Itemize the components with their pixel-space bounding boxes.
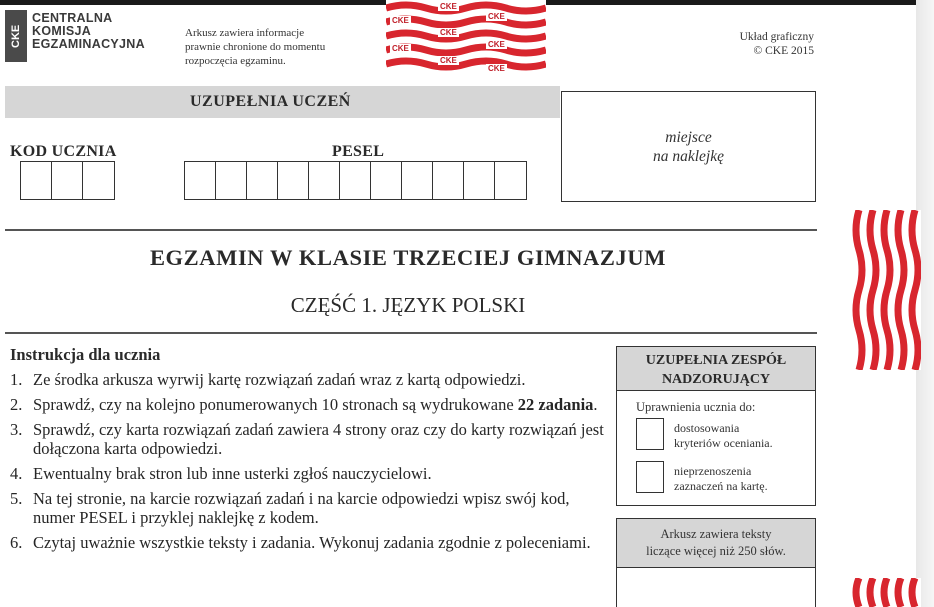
instruction-item — [10, 370, 610, 389]
code-digit-box[interactable] — [21, 162, 52, 199]
org-line: CENTRALNA — [32, 11, 113, 25]
instruction-item — [10, 395, 610, 414]
pesel-label: PESEL — [332, 143, 385, 160]
notice-line: rozpoczęcia egzaminu. — [185, 55, 286, 67]
instructions-list — [10, 370, 610, 558]
word-note-line: Arkusz zawiera teksty — [660, 527, 772, 541]
instruction-text: Na tej stronie, na karcie rozwiązań zadań i na karcie odpowiedzi wpisz swój kod, numer PESEL i przyklej naklejkę z kodem. — [33, 489, 570, 527]
instruction-text: Czytaj uważnie wszystkie teksty i zadania. Wykonuj zadania zgodnie z poleceniami. — [33, 533, 591, 552]
instruction-item — [10, 464, 610, 483]
student-fill-title: UZUPEŁNIA UCZEŃ — [190, 93, 351, 110]
divider-rule — [5, 332, 817, 334]
proctor-title-line: NADZORUJĄCY — [661, 372, 771, 387]
pesel-digit-box[interactable] — [495, 162, 526, 199]
adapted-criteria-label — [674, 421, 773, 451]
pesel-digit-box[interactable] — [185, 162, 216, 199]
pesel-digit-box[interactable] — [371, 162, 402, 199]
hologram-label: CKE — [488, 12, 505, 21]
lower-empty-box — [616, 567, 816, 607]
pesel-digit-box[interactable] — [216, 162, 247, 199]
instruction-number: 4. — [10, 464, 23, 483]
code-digit-box[interactable] — [83, 162, 114, 199]
hologram-label: CKE — [392, 44, 409, 53]
student-code-label: KOD UCZNIA — [10, 143, 117, 160]
security-hologram-right — [851, 210, 921, 370]
word-count-note — [616, 518, 816, 568]
hologram-label: CKE — [440, 28, 457, 37]
layout-line: © CKE 2015 — [753, 45, 814, 57]
instruction-item — [10, 489, 610, 527]
hologram-labels-top — [386, 0, 546, 74]
organization-name — [32, 12, 145, 51]
instruction-text: Ze środka arkusza wyrwij kartę rozwiązań zadań wraz z kartą odpowiedzi. — [33, 370, 526, 389]
instruction-text: Sprawdź, czy karta rozwiązań zadań zawiera 4 strony oraz czy do karty rozwiązań jest dołączona karta odpowiedzi. — [33, 420, 604, 458]
option-line: kryteriów oceniania. — [674, 436, 773, 450]
pesel-digit-box[interactable] — [402, 162, 433, 199]
proctor-title-line: UZUPEŁNIA ZESPÓŁ — [645, 353, 787, 368]
no-transfer-checkbox[interactable] — [636, 461, 664, 493]
hologram-label: CKE — [488, 64, 505, 73]
notice-line: prawnie chronione do momentu — [185, 41, 326, 53]
confidential-notice — [185, 26, 325, 68]
exam-part-title: CZĘŚĆ 1. JĘZYK POLSKI — [290, 293, 526, 317]
org-line: KOMISJA — [32, 24, 92, 38]
pesel-digit-box[interactable] — [278, 162, 309, 199]
instruction-tail: . — [593, 395, 598, 414]
option-line: nieprzenoszenia — [674, 464, 752, 478]
instructions-heading: Instrukcja dla ucznia — [10, 345, 161, 364]
notice-line: Arkusz zawiera informacje — [185, 27, 305, 39]
divider-rule — [5, 229, 817, 231]
instruction-number: 1. — [10, 370, 23, 389]
student-code-boxes[interactable] — [20, 161, 115, 200]
option-line: zaznaczeń na kartę. — [674, 479, 768, 493]
pesel-digit-box[interactable] — [340, 162, 371, 199]
proctor-panel-title — [617, 347, 815, 391]
org-line: EGZAMINACYJNA — [32, 37, 145, 51]
instruction-item — [10, 420, 610, 458]
sticker-line: miejsce — [665, 129, 712, 146]
word-note-line: liczące więcej niż 250 słów. — [646, 544, 786, 558]
pesel-digit-box[interactable] — [464, 162, 495, 199]
layout-copyright — [740, 30, 814, 58]
sticker-line: na naklejkę — [652, 148, 724, 165]
adapted-criteria-checkbox[interactable] — [636, 418, 664, 450]
sticker-label — [561, 128, 816, 166]
cke-logo-mark: CKE — [5, 10, 27, 62]
hologram-label: CKE — [440, 2, 457, 11]
security-hologram-bottom — [851, 578, 921, 607]
hologram-label: CKE — [440, 56, 457, 65]
option-line: dostosowania — [674, 421, 740, 435]
layout-line: Układ graficzny — [739, 31, 814, 43]
instruction-text: Sprawdź, czy na kolejno ponumerowanych 10 stronach są wydrukowane — [33, 395, 514, 414]
instruction-emphasis: 22 zadania — [517, 395, 594, 414]
instruction-number: 5. — [10, 489, 23, 508]
instruction-text: Ewentualny brak stron lub inne usterki zgłoś nauczycielowi. — [33, 464, 432, 483]
instruction-number: 6. — [10, 533, 23, 552]
hologram-label: CKE — [392, 16, 409, 25]
pesel-boxes[interactable] — [184, 161, 527, 200]
code-digit-box[interactable] — [52, 162, 83, 199]
pesel-digit-box[interactable] — [247, 162, 278, 199]
exam-title: EGZAMIN W KLASIE TRZECIEJ GIMNAZJUM — [149, 245, 667, 270]
instruction-item — [10, 533, 610, 552]
pesel-digit-box[interactable] — [309, 162, 340, 199]
pesel-digit-box[interactable] — [433, 162, 464, 199]
permissions-label: Uprawnienia ucznia do: — [636, 400, 756, 414]
instruction-number: 2. — [10, 395, 23, 414]
no-transfer-label — [674, 464, 768, 494]
hologram-label: CKE — [488, 40, 505, 49]
instruction-number: 3. — [10, 420, 23, 439]
